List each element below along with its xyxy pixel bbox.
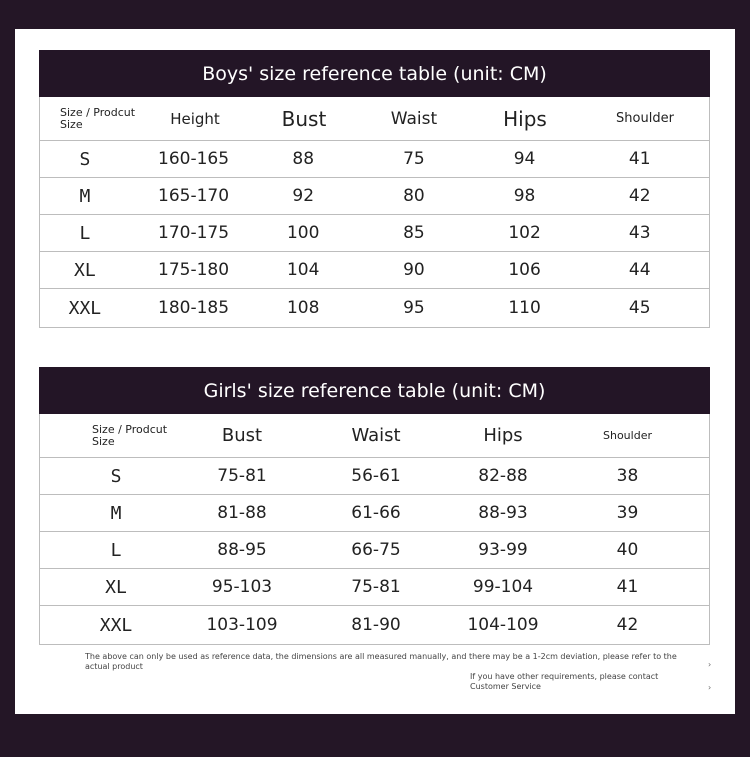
boys-header-hips: Hips xyxy=(503,106,547,131)
table-row xyxy=(40,289,709,327)
girls-header-waist: Waist xyxy=(351,425,401,446)
value-cell: 98 xyxy=(513,186,536,206)
value-cell: 165-170 xyxy=(158,186,230,206)
value-cell: 104-109 xyxy=(467,615,539,635)
value-cell: 75-81 xyxy=(217,466,267,486)
value-cell: 95-103 xyxy=(211,577,273,597)
value-cell: 175-180 xyxy=(158,260,230,280)
table-row xyxy=(40,252,709,289)
size-cell: XXL xyxy=(68,297,102,319)
value-cell: 100 xyxy=(286,223,320,243)
value-cell: 94 xyxy=(513,149,536,169)
value-cell: 103-109 xyxy=(206,615,278,635)
value-cell: 42 xyxy=(616,615,639,635)
disclaimer-note: The above can only be used as reference data, the dimensions are all measured manually, and there may be a 1-2cm deviation, please refer to the actual product xyxy=(85,652,677,671)
size-cell: S xyxy=(110,465,122,487)
size-cell: S xyxy=(79,148,91,170)
value-cell: 88-95 xyxy=(217,540,267,560)
table-row xyxy=(40,606,709,644)
girls-header-row xyxy=(40,414,709,458)
boys-header-row xyxy=(40,97,709,141)
value-cell: 38 xyxy=(616,466,639,486)
value-cell: 81-88 xyxy=(217,503,267,523)
table-row xyxy=(40,178,709,215)
contact-note: If you have other requirements, please contact Customer Service xyxy=(470,672,659,691)
value-cell: 93-99 xyxy=(478,540,528,560)
value-cell: 42 xyxy=(628,186,651,206)
value-cell: 90 xyxy=(403,260,425,280)
value-cell: 61-66 xyxy=(351,503,401,523)
value-cell: 56-61 xyxy=(351,466,401,486)
value-cell: 66-75 xyxy=(351,540,401,560)
boys-header-height: Height xyxy=(170,109,220,128)
value-cell: 85 xyxy=(403,223,425,243)
value-cell: 92 xyxy=(292,186,315,206)
value-cell: 75 xyxy=(403,149,425,169)
value-cell: 108 xyxy=(286,298,320,318)
table-row xyxy=(40,495,709,532)
value-cell: 75-81 xyxy=(351,577,401,597)
size-cell: M xyxy=(79,185,91,207)
value-cell: 104 xyxy=(286,260,320,280)
value-cell: 80 xyxy=(403,186,425,206)
boys-header-shoulder: Shoulder xyxy=(616,111,674,126)
boys-size-table xyxy=(39,50,710,328)
table-row xyxy=(40,141,709,178)
girls-header-shoulder: Shoulder xyxy=(603,429,652,442)
value-cell: 39 xyxy=(616,503,639,523)
size-cell: M xyxy=(110,502,122,524)
girls-table-title: Girls' size reference table (unit: CM) xyxy=(39,367,710,414)
boys-header-waist: Waist xyxy=(390,108,438,129)
girls-size-table xyxy=(39,367,710,645)
girls-header-size: Size / Prodcut Size xyxy=(92,422,168,448)
table-row xyxy=(40,215,709,252)
table-row xyxy=(40,458,709,495)
value-cell: 170-175 xyxy=(158,223,230,243)
value-cell: 160-165 xyxy=(158,149,230,169)
value-cell: 44 xyxy=(628,260,651,280)
size-cell: XXL xyxy=(99,614,133,636)
boys-header-size: Size / Prodcut Size xyxy=(60,105,136,131)
value-cell: 95 xyxy=(403,298,425,318)
size-cell: XL xyxy=(105,576,127,598)
boys-header-bust: Bust xyxy=(281,106,327,131)
table-row xyxy=(40,532,709,569)
chevron-right-icon: › xyxy=(708,660,712,669)
value-cell: 82-88 xyxy=(478,466,528,486)
girls-header-hips: Hips xyxy=(483,425,523,446)
value-cell: 40 xyxy=(616,540,639,560)
value-cell: 45 xyxy=(628,298,651,318)
value-cell: 41 xyxy=(616,577,639,597)
size-cell: L xyxy=(79,222,91,244)
boys-table-title: Boys' size reference table (unit: CM) xyxy=(39,50,710,97)
table-row xyxy=(40,569,709,606)
value-cell: 88 xyxy=(292,149,315,169)
value-cell: 81-90 xyxy=(351,615,401,635)
size-chart-card xyxy=(15,29,735,714)
size-cell: L xyxy=(110,539,122,561)
value-cell: 43 xyxy=(628,223,651,243)
value-cell: 88-93 xyxy=(478,503,528,523)
value-cell: 180-185 xyxy=(158,298,230,318)
chevron-right-icon: › xyxy=(708,683,712,692)
value-cell: 102 xyxy=(508,223,541,243)
value-cell: 106 xyxy=(508,260,541,280)
value-cell: 99-104 xyxy=(472,577,534,597)
value-cell: 41 xyxy=(628,149,651,169)
size-cell: XL xyxy=(74,259,96,281)
value-cell: 110 xyxy=(508,298,541,318)
girls-header-bust: Bust xyxy=(221,425,263,446)
